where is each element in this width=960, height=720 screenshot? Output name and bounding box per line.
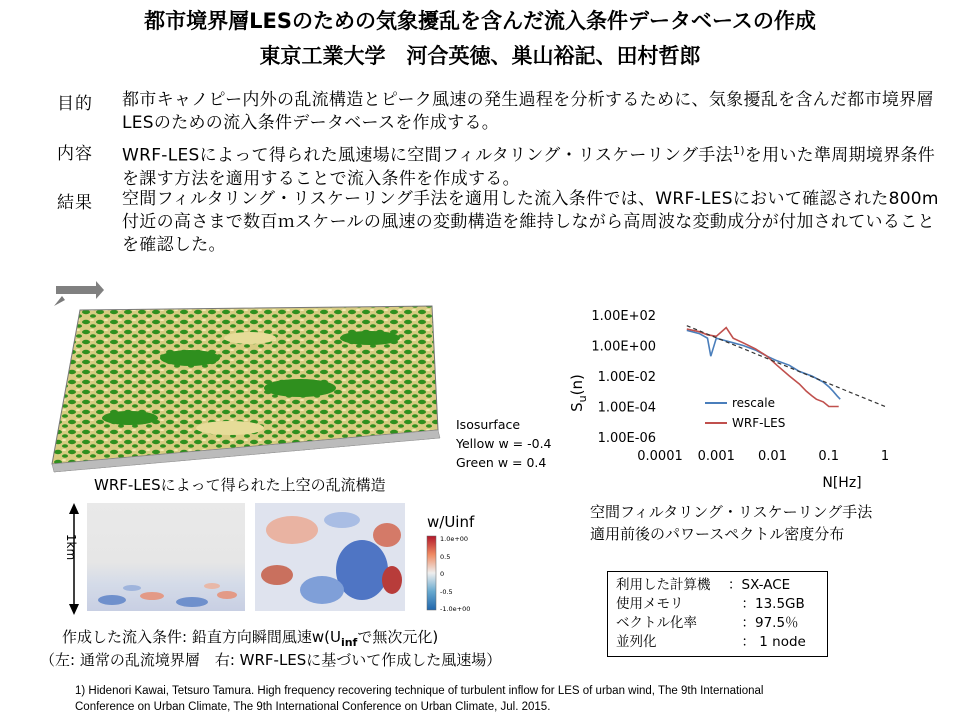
spectrum-ytick-4: 1.00E-06 xyxy=(597,431,656,446)
inflow-caption-1-tail: で無次元化) xyxy=(357,628,439,646)
spec-row-vectorization: ベクトル化率 ：97.5％ xyxy=(616,615,799,631)
legend-label-0: rescale xyxy=(732,396,775,410)
section-label-result: 結果 xyxy=(57,193,93,213)
isosurface-legend-yellow: Yellow w = -0.4 xyxy=(456,436,552,451)
power-spectrum-chart xyxy=(560,295,900,495)
spectrum-ytick-2: 1.00E-02 xyxy=(597,370,656,385)
height-scale-top-icon xyxy=(69,503,79,514)
reference: 1) Hidenori Kawai, Tetsuro Tamura. High frequency recovering technique of turbulent inflow for LES of urban wind, The 9th International Conference on Urban Climate, The 9th International Conference on Urban Climate, Jul. 2015. xyxy=(75,685,764,713)
isosurface-legend-green: Green w = 0.4 xyxy=(456,455,547,470)
colorbar-tick-2: 0 xyxy=(440,570,445,578)
colorbar-tick-3: -0.5 xyxy=(440,588,453,596)
inflow-panels xyxy=(62,500,482,625)
inflow-caption-2: （左: 通常の乱流境界層 右: WRF-LESに基づいて作成した風速場） xyxy=(40,651,502,669)
colorbar-title: w/Uinf xyxy=(427,513,475,531)
section-label-content: 内容 xyxy=(57,144,93,164)
spectrum-xtick-2: 0.01 xyxy=(758,449,787,464)
spectrum-xlabel: N[Hz] xyxy=(822,475,862,491)
spec-row-computer: 利用した計算機 ：SX-ACE xyxy=(616,577,791,593)
spectrum-caption-line2: 適用前後のパワースペクトル密度分布 xyxy=(590,525,845,543)
authors: 東京工業大学 河合英徳、巣山裕記、田村哲郎 xyxy=(259,44,701,68)
flow-arrow-shaft xyxy=(56,286,96,294)
spectrum-caption-line1: 空間フィルタリング・リスケーリング手法 xyxy=(590,503,873,521)
inflow-caption-1-main: 作成した流入条件: 鉛直方向瞬間風速w(U xyxy=(62,628,341,646)
section-text-purpose: 都市キャノピー内外の乱流構造とピーク風速の発生過程を分析するために、気象擾乱を含んだ都市境界層LESのための流入条件データベースを作成する。 xyxy=(122,90,934,133)
inflow-caption-1-sub: inf xyxy=(340,636,358,649)
content-footnote-mark: 1) xyxy=(732,144,745,157)
spectrum-xtick-0: 0.0001 xyxy=(637,449,683,464)
height-scale-bottom-icon xyxy=(69,604,79,615)
isosurface-figure xyxy=(40,278,460,488)
colorbar-tick-4: -1.0e+00 xyxy=(440,605,471,613)
colorbar xyxy=(427,536,436,610)
spectrum-xtick-3: 0.1 xyxy=(818,449,840,464)
spectrum-xtick-4: 1 xyxy=(880,449,890,464)
spectrum-xtick-1: 0.001 xyxy=(697,449,735,464)
spec-row-memory: 使用メモリ ：13.5GB xyxy=(616,596,805,612)
spectrum-ytick-0: 1.00E+02 xyxy=(591,309,656,324)
isosurface-caption: WRF-LESによって得られた上空の乱流構造 xyxy=(94,476,386,494)
spectrum-ytick-1: 1.00E+00 xyxy=(591,339,656,355)
spectrum-series-rescale xyxy=(687,330,840,399)
spectrum-ytick-3: 1.00E-04 xyxy=(597,400,656,416)
spectrum-series-wrf-les xyxy=(687,328,839,407)
content-text-before: WRF-LESによって得られた風速場に空間フィルタリング・リスケーリング手法 xyxy=(122,145,733,166)
colorbar-tick-1: 0.5 xyxy=(440,553,451,561)
spectrum-caption xyxy=(590,501,872,545)
flow-arrow-icon xyxy=(54,296,65,306)
spec-row-parallel: 並列化 ： 1 node xyxy=(616,634,806,650)
page-title: 都市境界層LESのための気象擾乱を含んだ流入条件データベースの作成 xyxy=(144,9,816,33)
compute-spec-box xyxy=(607,571,828,657)
isosurface-legend xyxy=(456,415,552,472)
content-text-after: を用いた準周期境界条件を課す方法を適用することで流入条件を作成する。 xyxy=(122,145,936,189)
legend-label-1: WRF-LES xyxy=(732,416,786,430)
isosurface-legend-title: Isosurface xyxy=(456,417,521,432)
section-text-content xyxy=(122,139,942,191)
flow-arrow-head xyxy=(96,281,104,299)
height-scale-label: 1km xyxy=(64,533,78,561)
section-label-purpose: 目的 xyxy=(57,94,93,114)
colorbar-tick-0: 1.0e+00 xyxy=(440,535,469,543)
inflow-caption-1 xyxy=(62,626,438,649)
section-text-result: 空間フィルタリング・リスケーリング手法を適用した流入条件では、WRF-LESにおいて確認された800m付近の高さまで数百ｍスケールの風速の変動構造を維持しながら高周波な変動成分が付加されていることを確認した。 xyxy=(122,189,939,255)
spectrum-ylabel: $S_u(n)$ xyxy=(568,374,589,412)
